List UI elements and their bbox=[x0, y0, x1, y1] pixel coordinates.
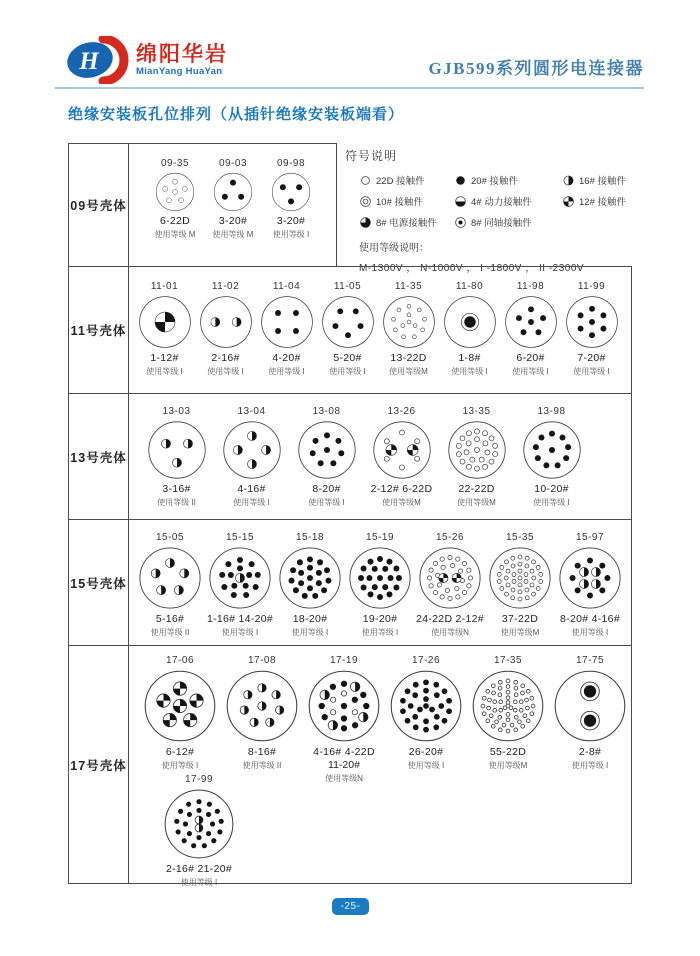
connector-contacts-label: 2-8# bbox=[578, 746, 602, 758]
connector-usage-grade: 使用等级N bbox=[325, 774, 363, 783]
legend-item-label: 4# 动力接触件 bbox=[471, 197, 532, 208]
connector-diagram bbox=[488, 546, 552, 610]
connector-diagram bbox=[558, 546, 622, 610]
connector-17-19 bbox=[303, 655, 385, 784]
connector-17-26 bbox=[385, 655, 467, 771]
connector-diagram bbox=[321, 295, 375, 349]
legend-item-label: 20# 接触件 bbox=[471, 176, 518, 187]
connector-15-35 bbox=[485, 532, 555, 638]
connector-usage-grade: 使用等级M bbox=[389, 367, 428, 376]
connector-usage-grade: 使用等级 I bbox=[361, 628, 399, 637]
page-number-badge: -25- bbox=[332, 898, 369, 915]
connector-13-26 bbox=[364, 406, 439, 508]
legend-item-8c bbox=[454, 215, 562, 229]
connector-contacts-label: 3-20# bbox=[218, 215, 248, 227]
legend-item-label: 22D 接触件 bbox=[376, 176, 425, 187]
connector-11-04 bbox=[256, 281, 317, 377]
connector-usage-grade: 使用等级 I bbox=[207, 367, 244, 376]
table-row-shell-15 bbox=[69, 520, 631, 646]
connector-diagram bbox=[222, 420, 282, 480]
connector-11-02 bbox=[195, 281, 256, 377]
connector-cells-09 bbox=[129, 144, 336, 266]
connector-code: 11-01 bbox=[150, 281, 179, 292]
legend-item-label: 16# 接触件 bbox=[579, 176, 626, 187]
connector-15-18 bbox=[275, 532, 345, 638]
connector-09-98 bbox=[262, 158, 320, 240]
connector-17-08 bbox=[221, 655, 303, 771]
page-title: 绝缘安装板孔位排列（从插针绝缘安装板端看） bbox=[68, 106, 405, 123]
document-title: GJB599系列圆形电连接器 bbox=[428, 59, 644, 78]
contact-symbol-16-icon bbox=[562, 174, 575, 187]
connector-diagram bbox=[138, 295, 192, 349]
shell-label-15: 15号壳体 bbox=[69, 520, 129, 645]
connector-usage-grade: 使用等级 I bbox=[221, 628, 259, 637]
connector-code: 15-26 bbox=[435, 532, 465, 543]
connector-usage-grade: 使用等级 II bbox=[157, 498, 196, 507]
connector-code: 15-15 bbox=[225, 532, 255, 543]
connector-contacts-label: 2-16# bbox=[211, 352, 240, 364]
connector-code: 15-35 bbox=[505, 532, 535, 543]
connector-diagram bbox=[522, 420, 582, 480]
connector-code: 11-04 bbox=[272, 281, 301, 292]
usage-grade-values: M-1300V ， N-1000V ， I -1800V ， II -2300V bbox=[359, 263, 585, 274]
connector-17-75 bbox=[549, 655, 631, 771]
connector-17-35 bbox=[467, 655, 549, 771]
shell-label-09: 09号壳体 bbox=[69, 144, 129, 266]
connector-usage-grade: 使用等级 I bbox=[146, 367, 183, 376]
connector-17-99 bbox=[144, 774, 254, 888]
connector-contacts-label: 6-20# bbox=[516, 352, 545, 364]
connector-cells bbox=[129, 267, 631, 393]
connector-code: 11-80 bbox=[455, 281, 484, 292]
connector-contacts-label: 1-12# bbox=[150, 352, 179, 364]
connector-15-26 bbox=[415, 532, 485, 638]
connector-09-03 bbox=[204, 158, 262, 240]
connector-13-03 bbox=[139, 406, 214, 508]
connector-usage-grade: 使用等级 I bbox=[512, 367, 549, 376]
connector-code: 11-98 bbox=[516, 281, 545, 292]
connector-usage-grade: 使用等级 I bbox=[180, 878, 218, 887]
legend-item-8p bbox=[359, 215, 454, 229]
connector-code: 17-75 bbox=[575, 655, 605, 666]
header-divider bbox=[55, 87, 644, 89]
contact-symbol-20-icon bbox=[454, 174, 467, 187]
connector-contacts-label: 1-8# bbox=[458, 352, 481, 364]
connector-15-05 bbox=[135, 532, 205, 638]
connector-diagram bbox=[418, 546, 482, 610]
connector-diagram bbox=[213, 172, 253, 212]
logo-chinese-name: 绵阳华岩 bbox=[136, 42, 228, 66]
connector-contacts-label: 4-16# 4-22D bbox=[313, 746, 375, 758]
connector-diagram bbox=[297, 420, 357, 480]
connector-contacts-label: 19-20# bbox=[362, 613, 398, 625]
connector-diagram bbox=[199, 295, 253, 349]
contact-symbol-4-icon bbox=[454, 195, 467, 208]
legend-item-label: 8# 电源接触件 bbox=[376, 218, 437, 229]
legend bbox=[345, 147, 637, 274]
connector-contacts-label: 7-20# bbox=[577, 352, 606, 364]
connector-contacts-label: 10-20# bbox=[534, 483, 569, 495]
connector-code: 17-19 bbox=[329, 655, 359, 666]
connector-code: 13-04 bbox=[237, 406, 266, 417]
connector-diagram bbox=[382, 295, 436, 349]
connector-contacts-label: 8-20# bbox=[312, 483, 341, 495]
connector-usage-grade: 使用等级 I bbox=[571, 761, 609, 770]
legend-item-label: 12# 接触件 bbox=[579, 197, 626, 208]
connector-13-08 bbox=[289, 406, 364, 508]
legend-item-10 bbox=[359, 194, 454, 208]
connector-11-05 bbox=[317, 281, 378, 377]
connector-diagram bbox=[278, 546, 342, 610]
company-logo-icon bbox=[66, 36, 130, 84]
connector-contacts-label: 13-22D bbox=[390, 352, 427, 364]
connector-code: 15-18 bbox=[295, 532, 325, 543]
connector-contacts-label: 22-22D bbox=[458, 483, 495, 495]
legend-item-20 bbox=[454, 173, 562, 187]
connector-code: 11-35 bbox=[394, 281, 423, 292]
connector-usage-grade: 使用等级 I bbox=[272, 230, 310, 239]
connector-11-35 bbox=[378, 281, 439, 377]
connector-diagram bbox=[260, 295, 314, 349]
connector-diagram bbox=[372, 420, 432, 480]
connector-diagram bbox=[225, 669, 299, 743]
connector-diagram bbox=[389, 669, 463, 743]
connector-code: 11-05 bbox=[333, 281, 362, 292]
legend-item-4 bbox=[454, 194, 562, 208]
connector-diagram bbox=[143, 669, 217, 743]
connector-contacts-label: 24-22D 2-12# bbox=[416, 613, 484, 625]
connector-contacts-label: 5-16# bbox=[155, 613, 185, 625]
connector-usage-grade: 使用等级 I bbox=[573, 367, 610, 376]
logo-english-name: MianYang HuaYan bbox=[136, 66, 223, 78]
connector-contacts-label: 2-16# 21-20# bbox=[165, 863, 233, 875]
connector-contacts-label: 3-20# bbox=[276, 215, 306, 227]
connector-11-98 bbox=[500, 281, 561, 377]
connector-diagram bbox=[163, 788, 235, 860]
connector-diagram bbox=[147, 420, 207, 480]
connector-usage-grade: 使用等级 II bbox=[150, 628, 190, 637]
connector-13-04 bbox=[214, 406, 289, 508]
connector-usage-grade: 使用等级 I bbox=[233, 498, 270, 507]
connector-11-80 bbox=[439, 281, 500, 377]
contact-symbol-8p-icon bbox=[359, 216, 372, 229]
connector-usage-grade: 使用等级 I bbox=[291, 628, 329, 637]
connector-code: 15-19 bbox=[365, 532, 395, 543]
connector-15-97 bbox=[555, 532, 625, 638]
connector-diagram bbox=[553, 669, 627, 743]
connector-code: 11-02 bbox=[211, 281, 240, 292]
connector-contacts-label: 6-12# bbox=[165, 746, 195, 758]
connector-code: 17-26 bbox=[411, 655, 441, 666]
legend-title: 符号说明 bbox=[345, 149, 398, 163]
connector-diagram bbox=[271, 172, 311, 212]
connector-contacts-label: 4-16# bbox=[237, 483, 266, 495]
connector-11-99 bbox=[561, 281, 622, 377]
connector-code: 11-99 bbox=[577, 281, 606, 292]
connector-diagram bbox=[155, 172, 195, 212]
connector-contacts-label: 5-20# bbox=[333, 352, 362, 364]
table-row-shell-09 bbox=[68, 143, 337, 267]
legend-item-22D bbox=[359, 173, 454, 187]
connector-code: 15-97 bbox=[575, 532, 605, 543]
connector-usage-grade: 使用等级 I bbox=[329, 367, 366, 376]
svg-text:H: H bbox=[79, 48, 99, 75]
connector-15-15 bbox=[205, 532, 275, 638]
contact-symbol-12-icon bbox=[562, 195, 575, 208]
connector-code: 17-35 bbox=[493, 655, 523, 666]
connector-code: 15-05 bbox=[155, 532, 185, 543]
table-body bbox=[68, 266, 632, 887]
connector-code: 13-98 bbox=[537, 406, 566, 417]
connector-contacts-label: 37-22D bbox=[501, 613, 539, 625]
connector-11-01 bbox=[134, 281, 195, 377]
connector-usage-grade: 使用等级M bbox=[382, 498, 421, 507]
contact-symbol-8c-icon bbox=[454, 216, 467, 229]
connector-usage-grade: 使用等级 I bbox=[571, 628, 609, 637]
legend-items bbox=[359, 173, 637, 229]
connector-diagram bbox=[307, 669, 381, 743]
connector-usage-grade: 使用等级M bbox=[457, 498, 496, 507]
connector-contacts-label: 26-20# bbox=[408, 746, 444, 758]
usage-grade-title: 使用等级说明： bbox=[359, 243, 429, 254]
legend-item-label: 8# 同轴接触件 bbox=[471, 218, 532, 229]
connector-code: 17-99 bbox=[184, 774, 214, 785]
connector-contacts-label: 8-16# bbox=[247, 746, 277, 758]
connector-15-19 bbox=[345, 532, 415, 638]
connector-code: 09-35 bbox=[160, 158, 190, 169]
connector-diagram bbox=[471, 669, 545, 743]
connector-code: 09-03 bbox=[218, 158, 248, 169]
connector-code: 17-08 bbox=[247, 655, 277, 666]
connector-contacts-label: 2-12# 6-22D bbox=[370, 483, 433, 495]
connector-cells bbox=[129, 394, 631, 519]
legend-item-16 bbox=[562, 173, 647, 187]
connector-diagram bbox=[504, 295, 558, 349]
contact-symbol-10-icon bbox=[359, 195, 372, 208]
connector-usage-grade: 使用等级N bbox=[431, 628, 469, 637]
connector-contacts-label: 1-16# 14-20# bbox=[206, 613, 274, 625]
shell-label-13: 13号壳体 bbox=[69, 394, 129, 519]
connector-code: 13-26 bbox=[387, 406, 416, 417]
shell-label-11: 11号壳体 bbox=[69, 267, 129, 393]
connector-code: 17-06 bbox=[165, 655, 195, 666]
connector-usage-grade: 使用等级M bbox=[488, 761, 528, 770]
table-row-shell-13 bbox=[69, 394, 631, 520]
connector-contacts-label-2: 11-20# bbox=[328, 759, 360, 771]
connector-usage-grade: 使用等级 II bbox=[242, 761, 282, 770]
connector-contacts-label: 18-20# bbox=[292, 613, 328, 625]
connector-17-06 bbox=[139, 655, 221, 771]
connector-usage-grade: 使用等级 I bbox=[268, 367, 305, 376]
connector-09-35 bbox=[146, 158, 204, 240]
connector-usage-grade: 使用等级 M bbox=[212, 230, 254, 239]
connector-usage-grade: 使用等级M bbox=[500, 628, 540, 637]
legend-item-12 bbox=[562, 194, 647, 208]
connector-code: 13-35 bbox=[462, 406, 491, 417]
connector-contacts-label: 3-16# bbox=[162, 483, 191, 495]
connector-usage-grade: 使用等级 I bbox=[308, 498, 345, 507]
connector-contacts-label: 4-20# bbox=[272, 352, 301, 364]
connector-diagram bbox=[348, 546, 412, 610]
table-row-shell-11 bbox=[69, 267, 631, 394]
company-logo bbox=[66, 36, 228, 84]
connector-code: 13-08 bbox=[312, 406, 341, 417]
connector-diagram bbox=[138, 546, 202, 610]
connector-code: 09-98 bbox=[276, 158, 306, 169]
connector-diagram bbox=[565, 295, 619, 349]
connector-usage-grade: 使用等级 M bbox=[154, 230, 196, 239]
connector-contacts-label: 55-22D bbox=[489, 746, 527, 758]
connector-code: 13-03 bbox=[162, 406, 191, 417]
legend-item-label: 10# 接触件 bbox=[376, 197, 423, 208]
connector-13-98 bbox=[514, 406, 589, 508]
connector-cells bbox=[129, 520, 631, 645]
connector-diagram bbox=[208, 546, 272, 610]
connector-usage-grade: 使用等级 I bbox=[451, 367, 488, 376]
connector-diagram bbox=[443, 295, 497, 349]
connector-usage-grade: 使用等级 I bbox=[533, 498, 570, 507]
connector-contacts-label: 8-20# 4-16# bbox=[560, 613, 620, 625]
connector-contacts-label: 6-22D bbox=[159, 215, 191, 227]
contact-symbol-22D-icon bbox=[359, 174, 372, 187]
connector-usage-grade: 使用等级 I bbox=[407, 761, 445, 770]
connector-usage-grade: 使用等级 I bbox=[161, 761, 199, 770]
connector-diagram bbox=[447, 420, 507, 480]
table-row-shell-17 bbox=[69, 646, 631, 887]
connector-13-35 bbox=[439, 406, 514, 508]
shell-label-17: 17号壳体 bbox=[69, 646, 129, 883]
